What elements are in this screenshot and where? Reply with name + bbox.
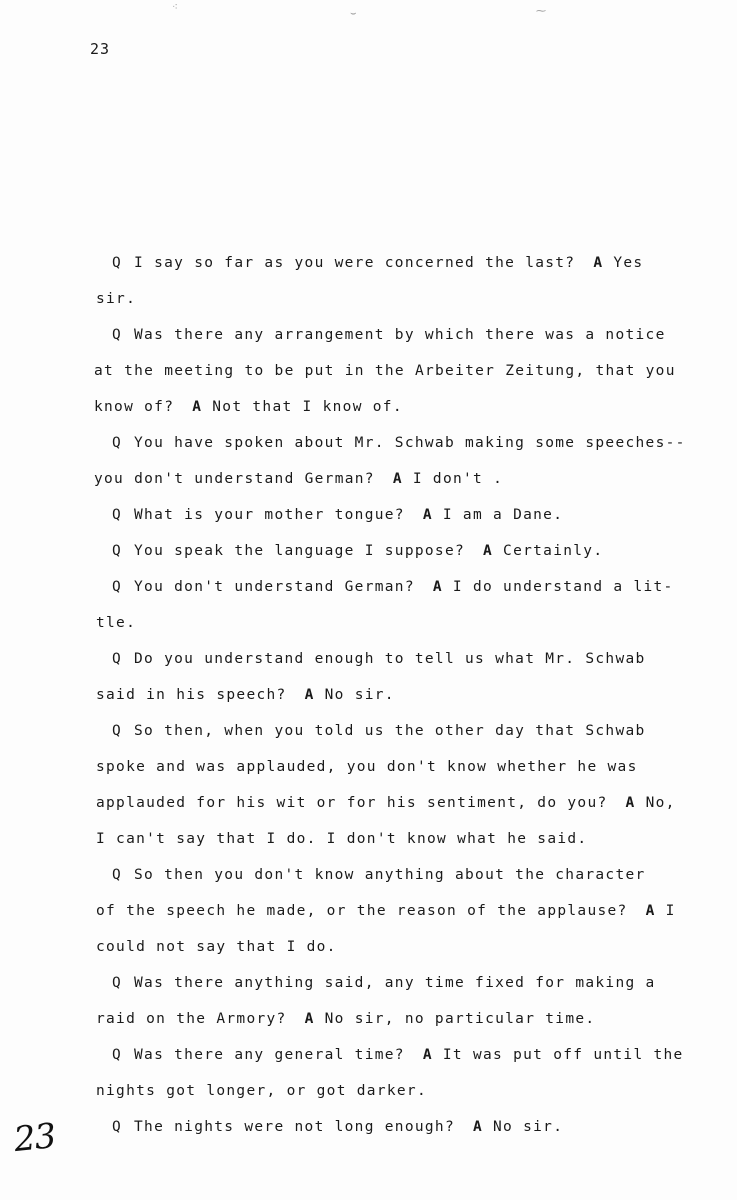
line-text: could not say that I do.: [96, 939, 337, 955]
transcript-line: [112, 651, 646, 667]
question-marker: Q: [112, 1119, 123, 1135]
answer-text: I don't .: [412, 471, 504, 487]
transcript-line: [94, 399, 403, 415]
transcript-line: [112, 327, 666, 343]
page-number: 23: [90, 40, 111, 58]
question-marker: Q: [112, 327, 123, 343]
line-text: So then, when you told us the other day that Schwab: [134, 723, 646, 739]
transcript-line: [96, 615, 136, 631]
line-text: at the meeting to be put in the Arbeiter Zeitung, that you: [94, 363, 676, 379]
line-text: you don't understand German?: [94, 471, 375, 487]
transcript-line: [96, 759, 638, 775]
answer-marker: A: [645, 903, 656, 919]
question-marker: Q: [112, 975, 123, 991]
answer-text: I do understand a lit-: [452, 579, 674, 595]
line-text: You don't understand German?: [134, 579, 415, 595]
transcript-line: [112, 975, 656, 991]
transcript-line: [94, 471, 503, 487]
transcript-line: [112, 543, 603, 559]
transcript-line: [96, 903, 676, 919]
line-text: applauded for his wit or for his sentiment, do you?: [96, 795, 608, 811]
answer-text: Certainly.: [503, 543, 604, 559]
line-text: Was there any arrangement by which there was a notice: [134, 327, 666, 343]
scan-mark: ⁓: [536, 6, 546, 17]
transcript-line: [96, 687, 395, 703]
transcript-line: [96, 1083, 427, 1099]
transcript-line: [96, 291, 136, 307]
line-text: Was there any general time?: [134, 1047, 405, 1063]
transcript-line: [112, 1119, 563, 1135]
answer-marker: A: [625, 795, 636, 811]
transcript-line: [112, 507, 563, 523]
answer-text: No sir.: [324, 687, 395, 703]
line-text: tle.: [96, 615, 137, 631]
answer-marker: A: [192, 399, 203, 415]
line-text: Was there anything said, any time fixed for making a: [134, 975, 656, 991]
line-text: said in his speech?: [96, 687, 287, 703]
answer-text: I am a Dane.: [442, 507, 564, 523]
question-marker: Q: [112, 507, 123, 523]
question-marker: Q: [112, 435, 123, 451]
transcript-line: [96, 795, 676, 811]
line-text: You have spoken about Mr. Schwab making some speeches--: [134, 435, 686, 451]
answer-text: I: [665, 903, 676, 919]
transcript-line: [112, 435, 686, 451]
question-marker: Q: [112, 1047, 123, 1063]
answer-marker: A: [422, 1047, 433, 1063]
transcript-line: [112, 723, 646, 739]
question-marker: Q: [112, 651, 123, 667]
answer-marker: A: [472, 1119, 484, 1135]
answer-marker: A: [422, 507, 433, 523]
scan-mark: ⁖: [172, 2, 178, 13]
question-marker: Q: [112, 255, 123, 271]
line-text: know of?: [94, 399, 175, 415]
line-text: nights got longer, or got darker.: [96, 1083, 427, 1099]
transcript-line: [96, 1011, 595, 1027]
answer-text: Yes: [613, 255, 644, 271]
question-marker: Q: [112, 579, 123, 595]
transcript-line: [94, 363, 676, 379]
transcript-line: [96, 939, 337, 955]
question-marker: Q: [112, 543, 123, 559]
answer-marker: A: [593, 255, 604, 271]
answer-text: No sir, no particular time.: [324, 1011, 596, 1027]
scan-mark: ⌣: [350, 8, 357, 19]
answer-text: No sir.: [493, 1119, 564, 1135]
line-text: Do you understand enough to tell us what Mr. Schwab: [134, 651, 646, 667]
answer-marker: A: [483, 543, 494, 559]
line-text: You speak the language I suppose?: [134, 543, 466, 559]
answer-marker: A: [432, 579, 443, 595]
line-text: I can't say that I do. I don't know what he said.: [96, 831, 588, 847]
answer-marker: A: [304, 1011, 315, 1027]
line-text: The nights were not long enough?: [134, 1119, 455, 1135]
transcript-line: [112, 1047, 684, 1063]
handwritten-page-number: 23: [12, 1115, 58, 1161]
transcript-line: [112, 579, 674, 595]
question-marker: Q: [112, 867, 123, 883]
answer-text: Not that I know of.: [212, 399, 403, 415]
answer-marker: A: [392, 471, 403, 487]
line-text: I say so far as you were concerned the last?: [134, 255, 576, 271]
line-text: of the speech he made, or the reason of the applause?: [96, 903, 628, 919]
answer-text: It was put off until the: [442, 1047, 684, 1063]
answer-marker: A: [304, 687, 315, 703]
question-marker: Q: [112, 723, 123, 739]
line-text: sir.: [96, 291, 137, 307]
transcript-line: [112, 867, 646, 883]
line-text: spoke and was applauded, you don't know whether he was: [96, 759, 638, 775]
line-text: raid on the Armory?: [96, 1011, 287, 1027]
line-text: What is your mother tongue?: [134, 507, 405, 523]
transcript-line: [112, 255, 643, 271]
answer-text: No,: [645, 795, 676, 811]
transcript-line: [96, 831, 587, 847]
line-text: So then you don't know anything about the character: [134, 867, 646, 883]
